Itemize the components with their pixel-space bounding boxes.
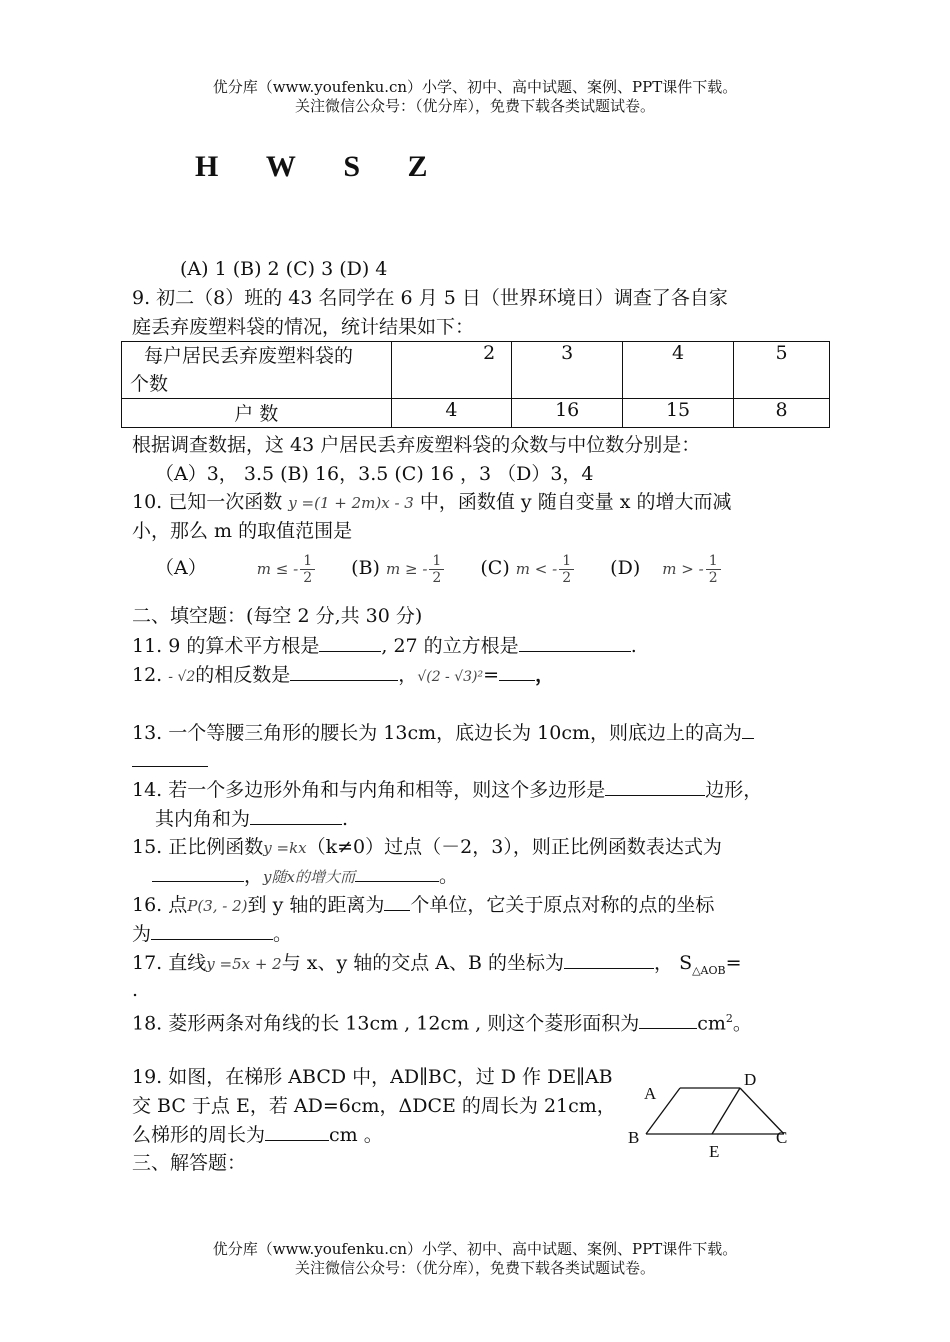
- q17-text-b: 与 x、y 轴的交点 A、B 的坐标为: [281, 952, 565, 974]
- table-cell: 8: [734, 399, 830, 428]
- table-head-line: 个数: [130, 373, 169, 395]
- table-cell: 3: [512, 342, 623, 399]
- q10-option-a: （A）: [155, 557, 207, 579]
- answer-blank[interactable]: [564, 950, 654, 969]
- q16-line-1: [132, 892, 714, 918]
- q12-sqrt-a: - √2: [168, 669, 196, 685]
- q14-text-d: .: [342, 808, 349, 830]
- q12-text-d: =: [483, 664, 500, 686]
- footer-line-1: 优分库（www.youfenku.cn）小学、初中、高中试题、案例、PPT课件下载。: [212, 1240, 738, 1258]
- q11-text-a: 11. 9 的算术平方根是: [132, 635, 320, 657]
- q15-formula-2: y随x的增大而: [263, 868, 355, 886]
- q14-text-b: 边形，: [705, 779, 763, 801]
- q9-table: [121, 341, 830, 428]
- table-cell: 4: [391, 399, 512, 428]
- page-footer: [0, 1240, 950, 1278]
- answer-blank[interactable]: [265, 1122, 329, 1141]
- q11-text-c: .: [630, 635, 637, 657]
- table-cell: 4: [623, 342, 734, 399]
- title-letter: Z: [407, 150, 428, 183]
- answer-blank[interactable]: [132, 748, 208, 767]
- table-cell: 5: [734, 342, 830, 399]
- q14-line-1: [132, 777, 762, 802]
- q10-option-c: (C): [480, 557, 510, 579]
- trapezoid-figure: [620, 1066, 800, 1166]
- q16-formula: P(3, - 2): [187, 897, 248, 915]
- answer-blank[interactable]: [290, 662, 398, 681]
- answer-blank[interactable]: [639, 1010, 697, 1029]
- answer-blank[interactable]: [499, 662, 535, 681]
- table-head-cell: [122, 342, 392, 399]
- q14-text-a: 14. 若一个多边形外角和与内角和相等，则这个多边形是: [132, 779, 606, 801]
- answer-blank[interactable]: [605, 777, 705, 796]
- q13-text: 13. 一个等腰三角形的腰长为 13cm，底边长为 10cm，则底边上的高为: [132, 722, 743, 744]
- q12-text-a: 12.: [132, 664, 169, 686]
- table-row: [122, 399, 830, 428]
- q17-subscript: △AOB: [692, 963, 726, 977]
- label-a: A: [644, 1084, 657, 1103]
- table-head-line: 每户居民丢弃废塑料袋的: [144, 345, 354, 367]
- fraction-numerator: 1: [300, 553, 315, 570]
- q10-line-1: [132, 490, 732, 515]
- q11: [132, 633, 637, 658]
- q14-text-c: 其内角和为: [155, 808, 251, 830]
- q16-text-a: 16. 点: [132, 894, 188, 916]
- label-c: C: [776, 1128, 788, 1147]
- q15-text-c: ，: [244, 865, 264, 887]
- q12-text-c: ，: [398, 664, 418, 686]
- q15-text-a: 15. 正比例函数: [132, 836, 264, 858]
- q19-text-a: 么梯形的周长为: [132, 1124, 266, 1146]
- title-letter: H: [195, 150, 219, 183]
- q12-text-b: 的相反数是: [195, 664, 291, 686]
- q16-text-c: 个单位，它关于原点对称的点的坐标: [410, 894, 715, 916]
- q9-line-1: 9. 初二（8）班的 43 名同学在 6 月 5 日（世界环境日）调查了各自家: [132, 287, 728, 309]
- q18: [132, 1007, 752, 1035]
- q10-option-d-math: m > -: [662, 560, 704, 578]
- fraction-denominator: 2: [303, 569, 313, 586]
- answer-blank[interactable]: [355, 863, 439, 882]
- q10-option-a-math: m ≤ -: [256, 560, 299, 578]
- q19-text-b: cm 。: [329, 1124, 383, 1146]
- q14-line-2: [155, 806, 348, 831]
- section-2-heading: 二、填空题：(每空 2 分,共 30 分): [132, 605, 423, 627]
- q12: [132, 662, 554, 689]
- q10-pre: 10. 已知一次函数: [132, 491, 289, 513]
- q17-text-d: =: [725, 952, 742, 974]
- answer-blank[interactable]: [152, 863, 244, 882]
- q8-options: (A) 1 (B) 2 (C) 3 (D) 4: [180, 258, 388, 280]
- fraction-denominator: 2: [708, 569, 718, 586]
- q9-options: （A）3， 3.5 (B) 16，3.5 (C) 16 ，3 （D）3，4: [155, 463, 594, 485]
- q10-option-b-math: m ≥ -: [386, 560, 428, 578]
- fraction: [300, 553, 315, 586]
- title-letters: [195, 150, 468, 184]
- q13-cont: [132, 748, 208, 773]
- answer-blank[interactable]: [319, 633, 381, 652]
- table-cell: 15: [623, 399, 734, 428]
- title-letter: W: [265, 150, 296, 183]
- q12-sqrt-b: √(2 - √3)²: [417, 669, 484, 685]
- q15-text-d: 。: [438, 865, 458, 887]
- q17-line-2: .: [132, 979, 139, 1001]
- answer-blank[interactable]: [151, 921, 273, 940]
- fraction-denominator: 2: [562, 569, 572, 586]
- q17-text-c: ， S: [654, 952, 693, 974]
- fraction-numerator: 1: [706, 553, 721, 570]
- table-cell: 户 数: [122, 399, 392, 428]
- q15-text-b: （k≠0）过点（－2，3），则正比例函数表达式为: [306, 836, 722, 858]
- answer-blank[interactable]: [742, 720, 754, 739]
- section-3-heading: 三、解答题：: [132, 1152, 247, 1174]
- label-d: D: [744, 1070, 757, 1089]
- q10-option-b: (B): [351, 557, 380, 579]
- page-header: [0, 78, 950, 116]
- q9-question: 根据调查数据，这 43 户居民丢弃废塑料袋的众数与中位数分别是：: [132, 434, 701, 456]
- q11-text-b: , 27 的立方根是: [381, 635, 519, 657]
- q10-line-2: 小，那么 m 的取值范围是: [132, 520, 353, 542]
- q19-line-1: 19. 如图，在梯形 ABCD 中，AD∥BC，过 D 作 DE∥AB: [132, 1066, 613, 1088]
- q16-text-e: 。: [273, 923, 293, 945]
- label-e: E: [709, 1142, 720, 1161]
- answer-blank[interactable]: [250, 806, 342, 825]
- segment-de: [712, 1088, 740, 1134]
- answer-blank[interactable]: [519, 633, 631, 652]
- table-cell: 16: [512, 399, 623, 428]
- fraction-numerator: 1: [559, 553, 574, 570]
- q9-line-2: 庭丢弃废塑料袋的情况，统计结果如下：: [132, 316, 475, 338]
- header-line-2: 关注微信公众号：（优分库），免费下载各类试题试卷。: [294, 97, 655, 115]
- q19-line-3: [132, 1122, 383, 1147]
- q18-text-c: 。: [732, 1012, 752, 1035]
- fraction: [429, 553, 444, 586]
- q10-option-d: (D): [610, 557, 641, 579]
- fraction-denominator: 2: [432, 569, 442, 586]
- q18-superscript: 2: [725, 1012, 733, 1025]
- q16-line-2: [132, 921, 292, 946]
- footer-line-2: 关注微信公众号：（优分库），免费下载各类试题试卷。: [294, 1259, 655, 1277]
- q16-text-b: 到 y 轴的距离为: [247, 894, 385, 916]
- q18-text-b: cm: [697, 1012, 726, 1035]
- q17-formula: y =5x + 2: [206, 955, 282, 973]
- title-letter: S: [343, 150, 361, 183]
- q17-text-a: 17. 直线: [132, 952, 207, 974]
- q13: [132, 720, 754, 745]
- answer-blank[interactable]: [384, 892, 410, 911]
- q16-text-d: 为: [132, 923, 152, 945]
- table-cell: 2: [391, 342, 512, 399]
- q10-option-c-math: m < -: [515, 560, 558, 578]
- q19-line-2: 交 BC 于点 E，若 AD=6cm，ΔDCE 的周长为 21cm，: [132, 1095, 616, 1117]
- q15-formula: y =kx: [263, 839, 307, 857]
- q15-line-1: [132, 835, 722, 860]
- q18-text-a: 18. 菱形两条对角线的长 13cm , 12cm , 则这个菱形面积为: [132, 1012, 640, 1035]
- label-b: B: [628, 1128, 640, 1147]
- q17-line-1: [132, 950, 742, 983]
- table-row: [122, 342, 830, 399]
- q12-text-e: ，: [535, 664, 555, 686]
- q10-formula: y =(1 + 2m)x - 3: [288, 494, 414, 512]
- fraction-numerator: 1: [429, 553, 444, 570]
- fraction: [559, 553, 574, 586]
- fraction: [706, 553, 721, 586]
- q10-post: 中，函数值 y 随自变量 x 的增大而减: [413, 491, 732, 513]
- q15-line-2: [152, 863, 458, 889]
- q10-options: [155, 548, 721, 589]
- header-line-1: 优分库（www.youfenku.cn）小学、初中、高中试题、案例、PPT课件下载。: [212, 78, 738, 96]
